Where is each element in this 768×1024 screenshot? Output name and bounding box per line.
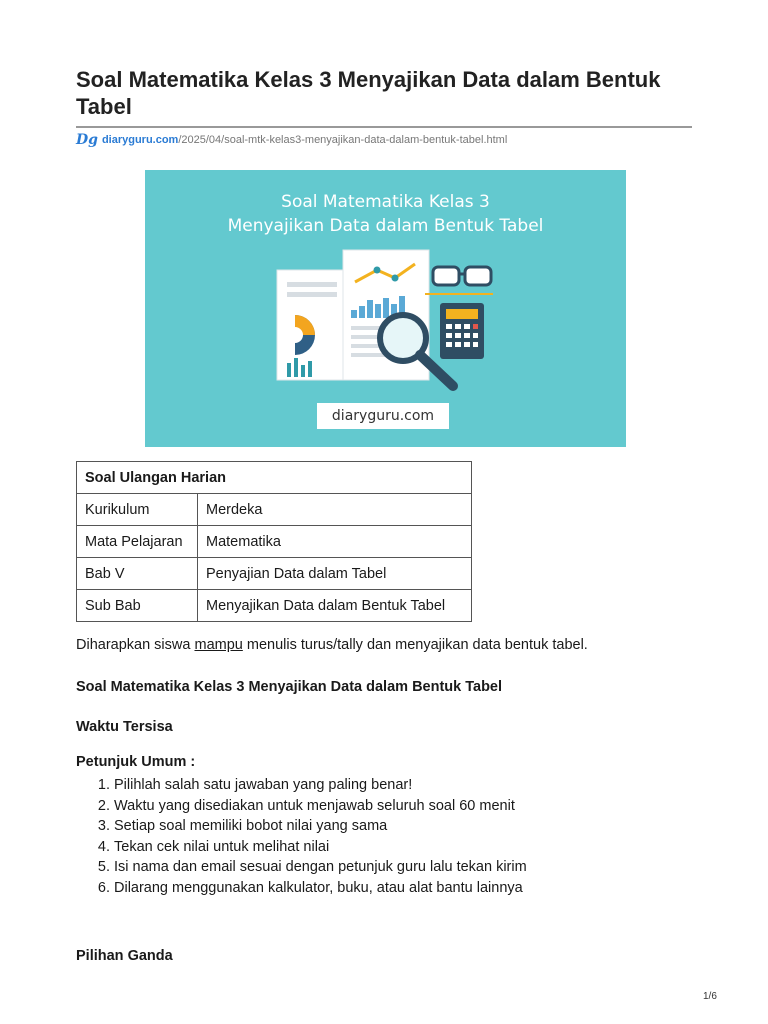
info-table: [76, 461, 472, 622]
banner-title-line2: Menyajikan Data dalam Bentuk Tabel: [227, 216, 544, 236]
table-row: [77, 558, 472, 590]
list-item: 2. Waktu yang disediakan untuk menjawab seluruh soal 60 menit: [114, 796, 527, 817]
list-item: 5. Isi nama dan email sesuai dengan petunjuk guru lalu tekan kirim: [114, 857, 527, 878]
list-item: 6. Dilarang menggunakan kalkulator, buku, atau alat bantu lainnya: [114, 878, 527, 899]
page-number: 1/6: [703, 991, 717, 1002]
source-domain[interactable]: diaryguru.com: [101, 134, 179, 146]
table-cell-label: Kurikulum: [77, 494, 198, 526]
table-row: [77, 494, 472, 526]
banner-site-label: diaryguru.com: [317, 403, 449, 429]
list-item: 1. Pilihlah salah satu jawaban yang paling benar!: [114, 775, 527, 796]
table-cell-value: Merdeka: [198, 494, 472, 526]
source-line[interactable]: [76, 132, 507, 148]
table-cell-label: Sub Bab: [77, 590, 198, 622]
diaryguru-logo-icon: Dg: [76, 132, 98, 148]
hero-banner: [145, 170, 626, 447]
instructions-list: [76, 775, 527, 898]
intro-text: Diharapkan siswa: [76, 637, 195, 653]
table-row: [77, 590, 472, 622]
info-table-header: Soal Ulangan Harian: [77, 462, 472, 494]
intro-text-end: menulis turus/tally dan menyajikan data bentuk tabel.: [242, 637, 588, 653]
table-cell-value: Menyajikan Data dalam Bentuk Tabel: [198, 590, 472, 622]
timer-heading: Waktu Tersisa: [76, 719, 173, 735]
title-divider: [76, 126, 692, 128]
table-cell-value: Matematika: [198, 526, 472, 558]
table-cell-label: Bab V: [77, 558, 198, 590]
list-item: 3. Setiap soal memiliki bobot nilai yang sama: [114, 816, 527, 837]
table-cell-value: Penyajian Data dalam Tabel: [198, 558, 472, 590]
intro-paragraph: [76, 637, 588, 653]
table-row: [77, 526, 472, 558]
page-title: Soal Matematika Kelas 3 Menyajikan Data dalam Bentuk Tabel: [76, 67, 661, 119]
banner-title-line1: Soal Matematika Kelas 3: [281, 192, 490, 212]
section-heading-soal: Soal Matematika Kelas 3 Menyajikan Data dalam Bentuk Tabel: [76, 679, 503, 695]
instructions-heading: Petunjuk Umum :: [76, 754, 196, 770]
table-cell-label: Mata Pelajaran: [77, 526, 198, 558]
list-item: 4. Tekan cek nilai untuk melihat nilai: [114, 837, 527, 858]
source-path[interactable]: /2025/04/soal-mtk-kelas3-menyajikan-data-dalam-bentuk-tabel.html: [178, 134, 508, 146]
intro-link[interactable]: mampu: [194, 637, 243, 653]
multiple-choice-heading: Pilihan Ganda: [76, 948, 173, 964]
